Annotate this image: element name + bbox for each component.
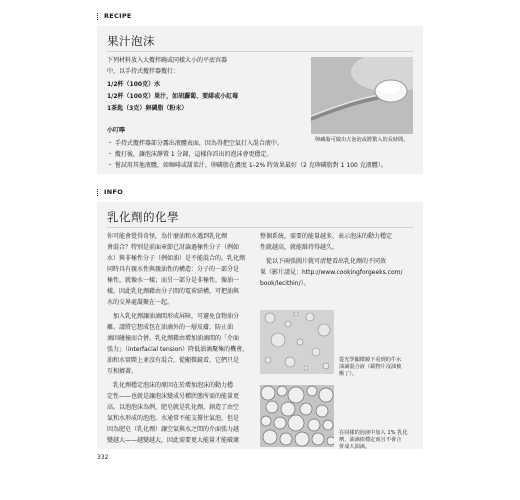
body-line: 乳化劑穩定泡沫的原因在於增加泡沫的動力穩 [113,382,234,389]
section-marker-icon [97,13,101,20]
recipe-intro-line: 下列材料放入大攪拌碗或同樣大小的平底容器 [107,57,228,64]
body-line: 果（影片請見：http://www.cookingforgeeks.com/ [260,269,403,276]
caption-line: 油滴混合液（載物片沒油被 [339,364,402,370]
tip-item: ・ 嘗試用其他液體，如咖啡或甜菜汁。卵磷脂在濃度 1–2% 時效果最好（2 克卵磷脂對 1 100 克液體）。 [107,162,387,169]
body-line: 高。以泡泡沫為例，肥皂就是乳化劑，創造了由空 [107,404,240,411]
page-number: 332 [97,454,109,461]
micrograph-dense-droplets-image [260,385,334,447]
recipe-photo-caption: 卵磷脂可做出大泡泡或將驚入的長時間。 [315,137,409,143]
caption-line: 從光學顯微鏡下看到的牛水 [339,357,402,363]
ingredient-item: 1/2杯（100克）水 [107,81,161,88]
info-label-text: INFO [104,188,124,196]
foam-spoon-image [311,57,413,134]
recipe-title-rule [107,51,413,52]
body-line: 你可能會覺得奇怪，為什麼油和水遇到乳化劑 [107,233,228,240]
caption-line: 壓了）。 [339,371,358,377]
body-line: 同時具有親水性與親油性的構造：分子的一部分是 [107,266,240,273]
body-line: 氣和水形成的泡泡。水通常不能支撐住氣泡，但是 [107,415,240,422]
body-line: 樣。因此乳化劑藉由分子間的電荷結構，可把油與 [107,288,240,295]
info-section-label [97,188,123,196]
info-title-rule [107,227,413,228]
micrograph-with-emulsifier [260,385,334,447]
body-line: 張力」（interfacial tension）降低油滴聚集的機會。 [107,346,249,353]
body-line: 滴因碰撞而合併。乳化劑藉由增加油滴間的「介面 [107,335,240,342]
ingredient-item: 1茶匙（3克）卵磷脂（粉末） [107,105,188,112]
body-line: 定性——也就是讓泡沫變成另種狀態所需的能量更 [107,393,240,400]
body-line: 變越大——越變越大，因此需要更大能量才能破壞 [107,437,240,444]
foam-spoon-photo [311,57,413,134]
caption-line: 在同樣的泡液中加入 1% 乳化 [339,430,408,436]
micrograph-caption-bottom [339,430,408,451]
body-line: 水的交界處凝聚在一起。 [107,299,174,306]
caption-line: 併成大油滴。 [339,444,371,450]
body-line: 因為肥皂（乳化劑）讓空氣與水之間的介面張力越 [107,426,240,433]
caption-line: 劑，油滴依穩定而且不會合 [339,437,402,443]
body-line: 離。請將它想成包在油滴外的一層皮膚，防止油 [107,324,234,331]
info-title: 乳化劑的化學 [107,210,179,224]
recipe-box [97,26,423,174]
recipe-section-label [97,12,132,20]
body-line: 從以下兩張圖片就可清楚看出乳化劑的不同效 [266,258,387,265]
micrograph-droplets-image [260,310,334,374]
info-box [97,202,423,449]
body-line: 整個系統，需要的能量越多，表示泡沫的動力穩定 [260,233,393,240]
body-line: 極性，就像水一樣；而另一部分是非極性，像油一 [107,277,240,284]
body-line: 性就越高，就能維持得越久。 [260,244,339,251]
tips-heading: 小叮嚀 [107,127,126,134]
tip-item: ・ 手持式攪拌器部分露出液體表面，因為得把空氣打入混合液中。 [107,140,283,147]
micrograph-no-emulsifier [260,310,334,374]
recipe-intro-line: 中，以手持式攪拌器攪打： [107,68,180,75]
tip-item: ・ 攪打後，讓泡沫靜置 1 分鐘，這樣你舀出的泡沫會更穩定。 [107,151,273,158]
micrograph-caption-top [339,357,401,378]
recipe-label-text: RECIPE [104,12,132,20]
body-line: 會混合？特別是前面章節已討論過極性分子（例如 [107,244,240,251]
recipe-title: 果汁泡沫 [107,34,155,48]
section-marker-icon [97,189,101,196]
ingredient-item: 1/2杯（100克）果汁，如胡蘿蔔、要緋或小紅莓 [107,93,239,100]
body-line: 互相擠著。 [107,368,138,375]
body-line: 加入乳化劑讓油滴間形成屏障，可避免食物油分 [113,313,240,320]
body-line: 水）與非極性分子（例如油）是不能混合的。乳化劑 [107,255,246,262]
body-line: book/lecithin/）。 [260,280,310,287]
body-line: 油和水實際上並沒有混合，從顯微鏡看，它們只是 [107,357,240,364]
